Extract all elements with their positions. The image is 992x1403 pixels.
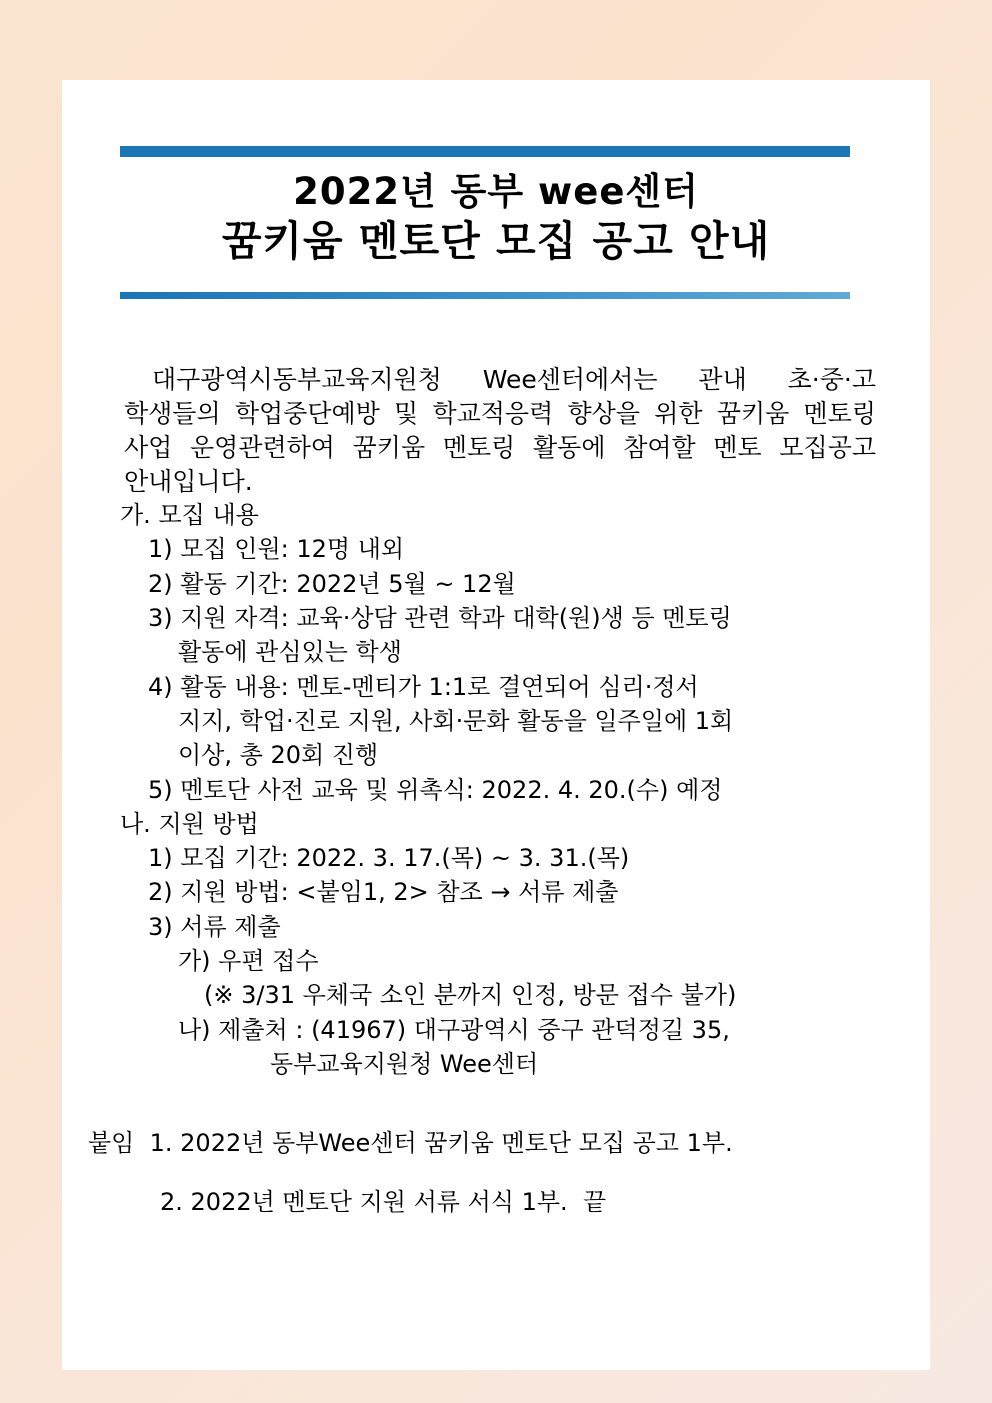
document-inner <box>62 80 930 1370</box>
title-top-rule <box>120 146 850 157</box>
list-item-continuation: 이상, 총 20회 진행 <box>178 741 379 770</box>
list-item: 3) 서류 제출 <box>148 912 281 941</box>
list-item: 2) 활동 기간: 2022년 5월 ~ 12월 <box>148 569 516 598</box>
list-item: 2) 지원 방법: <붙임1, 2> 참조 → 서류 제출 <box>148 878 619 907</box>
list-item-continuation: 동부교육지원청 Wee센터 <box>270 1050 539 1078</box>
title-bottom-rule <box>120 292 850 299</box>
list-item-continuation: 지지, 학업·진로 지원, 사회·문화 활동을 일주일에 1회 <box>178 706 734 735</box>
list-item: 4) 활동 내용: 멘토-멘티가 1:1로 결연되어 심리·정서 <box>148 672 699 701</box>
list-item: 가) 우편 접수 <box>178 947 319 976</box>
page-title-line1: 2022년 동부 wee센터 <box>293 170 699 213</box>
attachment-line-2: 2. 2022년 멘토단 지원 서류 서식 1부. 끝 <box>160 1187 607 1216</box>
section-heading-a: 가. 모집 내용 <box>120 501 259 529</box>
list-item: 나) 제출처 : (41967) 대구광역시 중구 관덕정길 35, <box>178 1015 730 1044</box>
section-heading-b: 나. 지원 방법 <box>120 809 259 838</box>
page-title-line2: 꿈키움 멘토단 모집 공고 안내 <box>221 217 771 266</box>
body-sections <box>120 498 910 1081</box>
list-item-note: (※ 3/31 우체국 소인 분까지 인정, 방문 접수 불가) <box>204 981 737 1010</box>
list-item: 3) 지원 자격: 교육·상담 관련 학과 대학(원)생 등 멘토링 <box>148 603 732 632</box>
document-page <box>62 80 930 1370</box>
list-item: 1) 모집 인원: 12명 내외 <box>148 535 405 564</box>
attachments-block <box>88 1102 908 1244</box>
page-title <box>62 168 930 268</box>
list-item: 1) 모집 기간: 2022. 3. 17.(목) ~ 3. 31.(목) <box>148 844 630 873</box>
list-item: 5) 멘토단 사전 교육 및 위촉식: 2022. 4. 20.(수) 예정 <box>148 775 723 804</box>
intro-paragraph: 대구광역시동부교육지원청 Wee센터에서는 관내 초·중·고 학생들의 학업중단예방 및 학교적응력 향상을 위한 꿈키움 멘토링 사업 운영관련하여 꿈키움 멘토링 활동에 참여할 멘토 모집공고 안내입니다. <box>124 365 876 496</box>
attachment-line-1: 붙임 1. 2022년 동부Wee센터 꿈키움 멘토단 모집 공고 1부. <box>88 1129 733 1157</box>
list-item-continuation: 활동에 관심있는 학생 <box>178 638 402 667</box>
